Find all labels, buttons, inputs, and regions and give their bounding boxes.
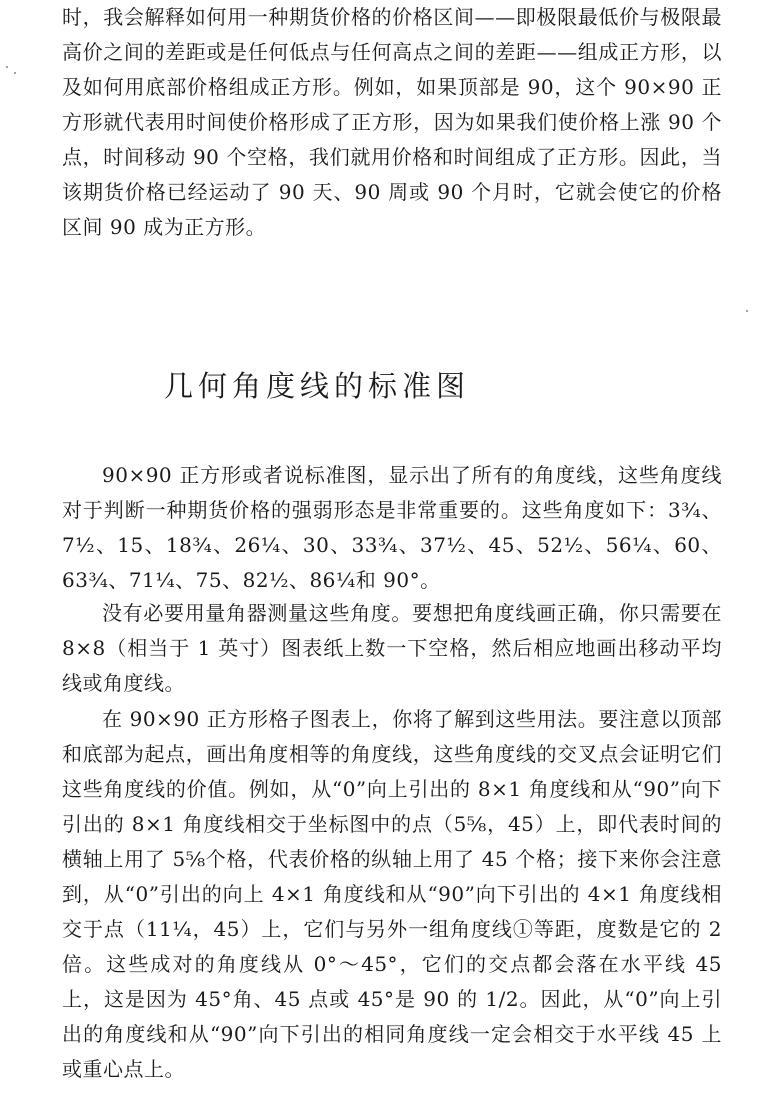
scan-speck — [746, 310, 748, 312]
paragraph-intro: 时，我会解释如何用一种期货价格的价格区间——即极限最低价与极限最高价之间的差距或是任何低点与任何高点之间的差距——组成正方形，以及如何用底部价格组成正方形。例如，如果顶部是 90，这个 90×90 正方形就代表用时间使价格形成了正方形，因为如果我们使价格上涨 90 个点，时间移动 90 个空格，我们就用价格和时间组成了正方形。因此，当该期货价格已经运动了 90 天、90 周或 90 个月时，它就会使它的价格区间 90 成为正方形。 — [62, 5, 722, 239]
paragraph-usage: 在 90×90 正方形格子图表上，你将了解到这些用法。要注意以顶部和底部为起点，画出角度相等的角度线，这些角度线的交叉点会证明它们这些角度线的价值。例如，从“0”向上引出的 8×1 角度线和从“90”向下引出的 8×1 角度线相交于坐标图中的点（5⅝，45）上，即代表时间的横轴上用了 5⅝个格，代表价格的纵轴上用了 45 个格；接下来你会注意到，从“0”引出的向上 4×1 角度线和从“90”向下引出的 4×1 角度线相交于点（11¼，45）上，它们与另外一组角度线①等距，度数是它的 2 倍。这些成对的角度线从 0°～45°，它们的交点都会落在水平线 45 上，这是因为 45°角、45 点或 45°是 90 的 1/2。因此，从“0”向上引出的角度线和从“90”向下引出的相同角度线一定会相交于水平线 45 上或重心点上。 — [62, 707, 722, 1081]
scan-speck — [14, 72, 16, 74]
scan-speck — [6, 66, 8, 68]
section-heading: 几何角度线的标准图 — [164, 369, 471, 403]
paragraph-protractor: 没有必要用量角器测量这些角度。要想把角度线画正确，你只需要在 8×8（相当于 1 英寸）图表纸上数一下空格，然后相应地画出移动平均线或角度线。 — [62, 601, 722, 695]
paragraph-angles: 90×90 正方形或者说标准图，显示出了所有的角度线，这些角度线对于判断一种期货价格的强弱形态是非常重要的。这些角度如下：3¾、7½、15、18¾、26¼、30、33¾、37½、45、52½、56¼、60、63¾、71¼、75、82½、86¼和 90°。 — [62, 463, 722, 592]
